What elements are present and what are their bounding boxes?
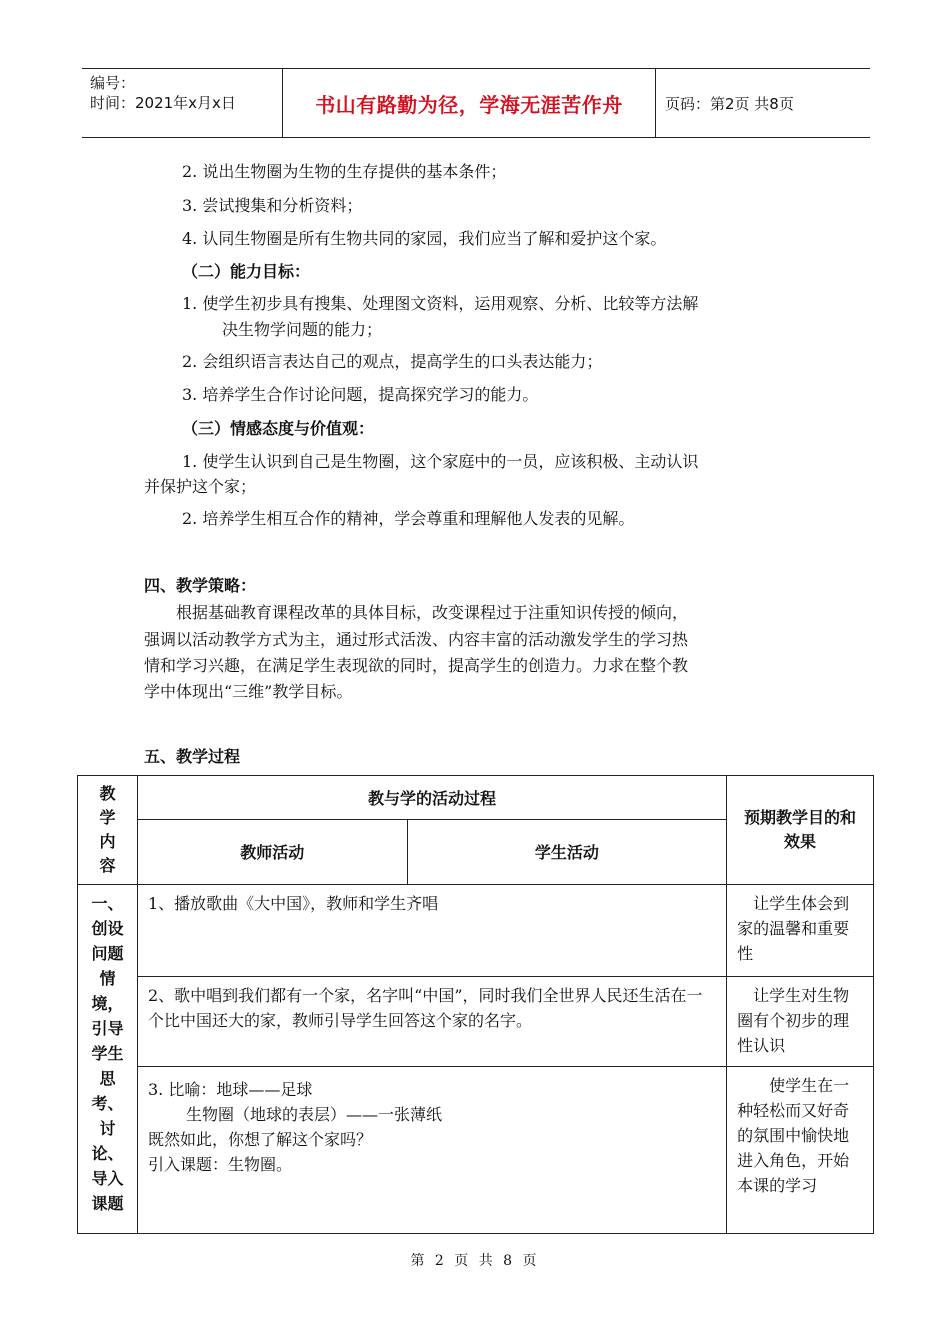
page-footer: 第 2 页 共 8 页 <box>410 1253 540 1269</box>
teaching-process-table <box>77 775 874 1234</box>
activity-row-3-line-3: 既然如此，你想了解这个家吗？ <box>147 1130 372 1149</box>
header-motto-cell <box>282 69 656 137</box>
knowledge-item-3: 3. 尝试搜集和分析资料； <box>182 196 363 215</box>
header-meta <box>82 69 282 137</box>
activity-row-2 <box>137 977 726 1067</box>
goal-row-1 <box>727 885 874 977</box>
goal-row-2 <box>727 977 874 1067</box>
strategy-line-4: 学中体现出“三维”教学目标。 <box>144 682 353 701</box>
activity-row-1-line: 1、播放歌曲《大中国》，教师和学生齐唱 <box>147 894 439 913</box>
section-title: 一、创设问题情境，引导学生思考、讨论、导入课题 <box>78 885 138 1234</box>
ability-heading: （二）能力目标： <box>182 262 311 281</box>
ability-item-3: 3. 培养学生合作讨论问题，提高探究学习的能力。 <box>182 385 539 404</box>
activity-row-1 <box>137 885 726 977</box>
number-label: 编号： <box>90 74 136 92</box>
emotion-heading: （三）情感态度与价值观： <box>182 419 375 438</box>
header-activity: 教与学的活动过程 <box>137 776 726 820</box>
strategy-line-3: 情和学习兴趣，在满足学生表现欲的同时，提高学生的创造力。力求在整个教 <box>144 656 689 675</box>
activity-row-2-line: 2、歌中唱到我们都有一个家，名字叫“中国”，同时我们全世界人民还生活在一个比中国还大的家，教师引导学生回答这个家的名字。 <box>147 986 703 1030</box>
goal-row-2-text: 让学生对生物圈有个初步的理性认识 <box>737 986 850 1055</box>
header-goal: 预期教学目的和效果 <box>727 776 874 885</box>
ability-item-1-cont: 决生物学问题的能力； <box>222 320 383 339</box>
page-info: 页码：第2页 共8页 <box>665 94 794 113</box>
activity-row-3-line-1: 3. 比喻：地球——足球 <box>147 1080 313 1099</box>
knowledge-item-2: 2. 说出生物圈为生物的生存提供的基本条件； <box>182 162 507 181</box>
emotion-item-2: 2. 培养学生相互合作的精神，学会尊重和理解他人发表的见解。 <box>182 509 635 528</box>
activity-row-3 <box>137 1067 726 1234</box>
strategy-heading: 四、教学策略： <box>144 576 257 595</box>
process-heading: 五、教学过程 <box>144 747 241 766</box>
strategy-line-1: 根据基础教育课程改革的具体目标，改变课程过于注重知识传授的倾向， <box>176 603 689 622</box>
knowledge-item-4: 4. 认同生物圈是所有生物共同的家园，我们应当了解和爱护这个家。 <box>182 229 667 248</box>
ability-item-1: 1. 使学生初步具有搜集、处理图文资料，运用观察、分析、比较等方法解 <box>182 294 699 313</box>
activity-row-3-line-4: 引入课题：生物圈。 <box>147 1155 292 1174</box>
ability-item-2: 2. 会组织语言表达自己的观点，提高学生的口头表达能力； <box>182 352 603 371</box>
header-content: 教学内容 <box>78 776 138 885</box>
emotion-item-1: 1. 使学生认识到自己是生物圈，这个家庭中的一员，应该积极、主动认识 <box>182 452 699 471</box>
date-label: 时间：2021年x月x日 <box>90 94 236 112</box>
header-teacher: 教师活动 <box>137 819 407 884</box>
page-header <box>82 68 870 138</box>
motto: 书山有路勤为径，学海无涯苦作舟 <box>315 92 623 117</box>
goal-row-3-text: 使学生在一种轻松而又好奇的氛围中愉快地进入角色，开始本课的学习 <box>737 1076 850 1195</box>
header-student: 学生活动 <box>407 819 727 884</box>
goal-row-3 <box>727 1067 874 1234</box>
strategy-line-2: 强调以活动教学方式为主，通过形式活泼、内容丰富的活动激发学生的学习热 <box>144 630 689 649</box>
goal-row-1-text: 让学生体会到家的温馨和重要性 <box>737 894 850 963</box>
emotion-item-1-cont: 并保护这个家； <box>144 477 257 496</box>
activity-row-3-line-2: 生物圈（地球的表层）——一张薄纸 <box>185 1105 442 1124</box>
